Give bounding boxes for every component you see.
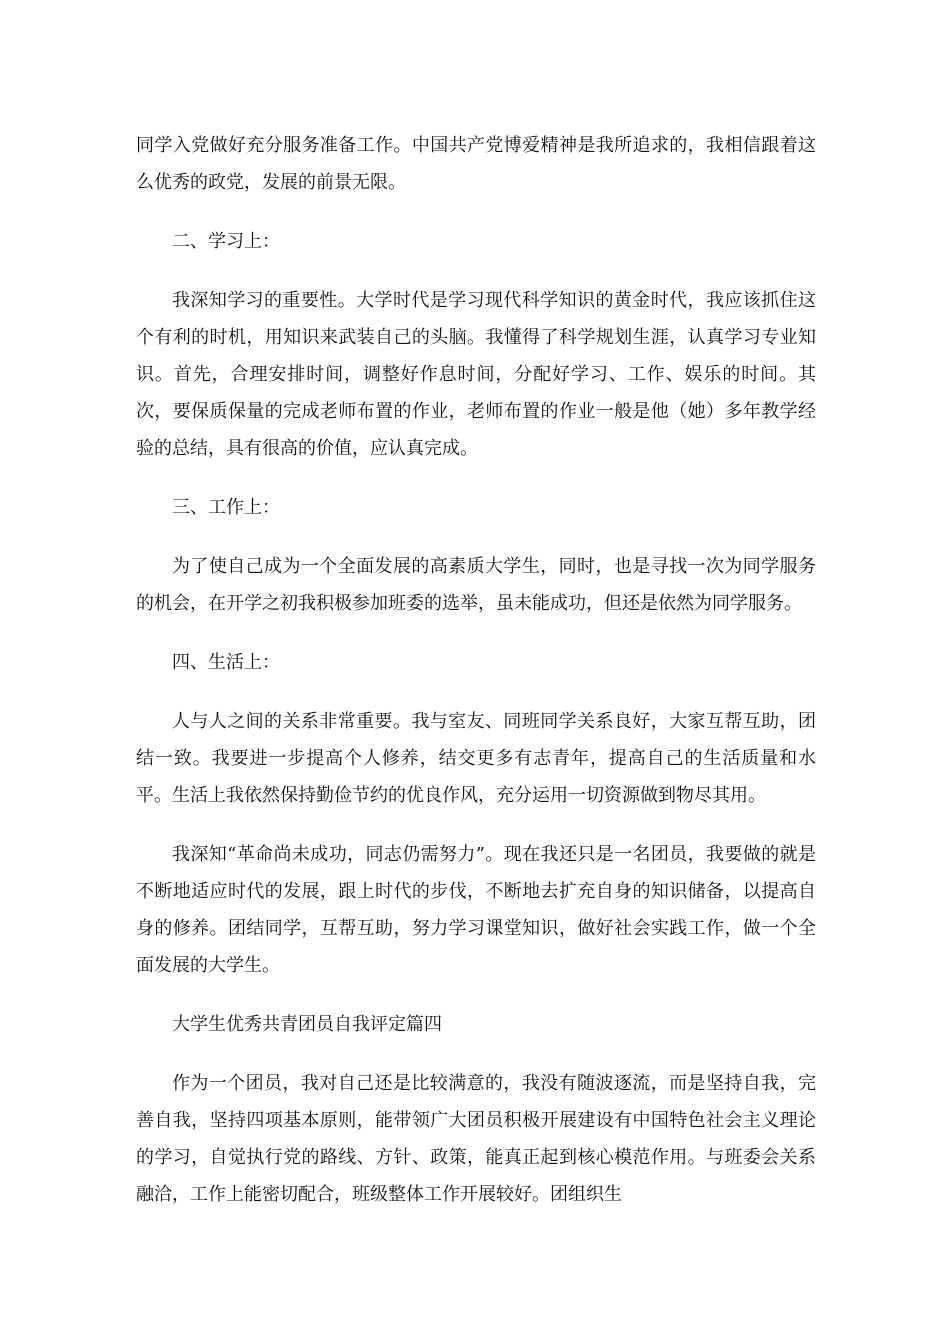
paragraph-section-four: 作为一个团员，我对自己还是比较满意的，我没有随波逐流，而是坚持自我，完善自我，坚持四项基本原则，能带领广大团员积极开展建设有中国特色社会主义理论的学习，自觉执行党的路线、方针、政策，能真正起到核心模范作用。与班委会关系融洽，工作上能密切配合，班级整体工作开展较好。团组织生 [136,1073,816,1205]
paragraph-summary: 我深知“革命尚未成功，同志仍需努力”。现在我还只是一名团员，我要做的就是不断地适应时代的发展，跟上时代的步伐，不断地去扩充自身的知识储备，以提高自身的修养。团结同学，互帮互助，努力学习课堂知识，做好社会实践工作，做一个全面发展的大学生。 [136,844,816,976]
heading-life: 四、生活上： [172,652,280,673]
paragraph-study: 我深知学习的重要性。大学时代是学习现代科学知识的黄金时代，我应该抓住这个有利的时机，用知识来武装自己的头脑。我懂得了科学规划生涯，认真学习专业知识。首先，合理安排时间，调整好作息时间，分配好学习、工作、娱乐的时间。其次，要保质保量的完成老师布置的作业，老师布置的作业一般是他（她）多年教学经验的总结，具有很高的价值，应认真完成。 [136,290,816,459]
section-title: 大学生优秀共青团员自我评定篇四 [172,1014,442,1035]
heading-work: 三、工作上： [172,497,280,518]
heading-study: 二、学习上： [172,231,280,252]
paragraph-continuation: 同学入党做好充分服务准备工作。中国共产党博爱精神是我所追求的，我相信跟着这么优秀的政党，发展的前景无限。 [136,135,816,193]
document-body [136,127,816,1235]
paragraph-life: 人与人之间的关系非常重要。我与室友、同班同学关系良好，大家互帮互助，团结一致。我要进一步提高个人修养，结交更多有志青年，提高自己的生活质量和水平。生活上我依然保持勤俭节约的优良作风，充分运用一切资源做到物尽其用。 [136,711,816,806]
paragraph-work: 为了使自己成为一个全面发展的高素质大学生，同时，也是寻找一次为同学服务的机会，在开学之初我积极参加班委的选举，虽未能成功，但还是依然为同学服务。 [136,556,816,614]
